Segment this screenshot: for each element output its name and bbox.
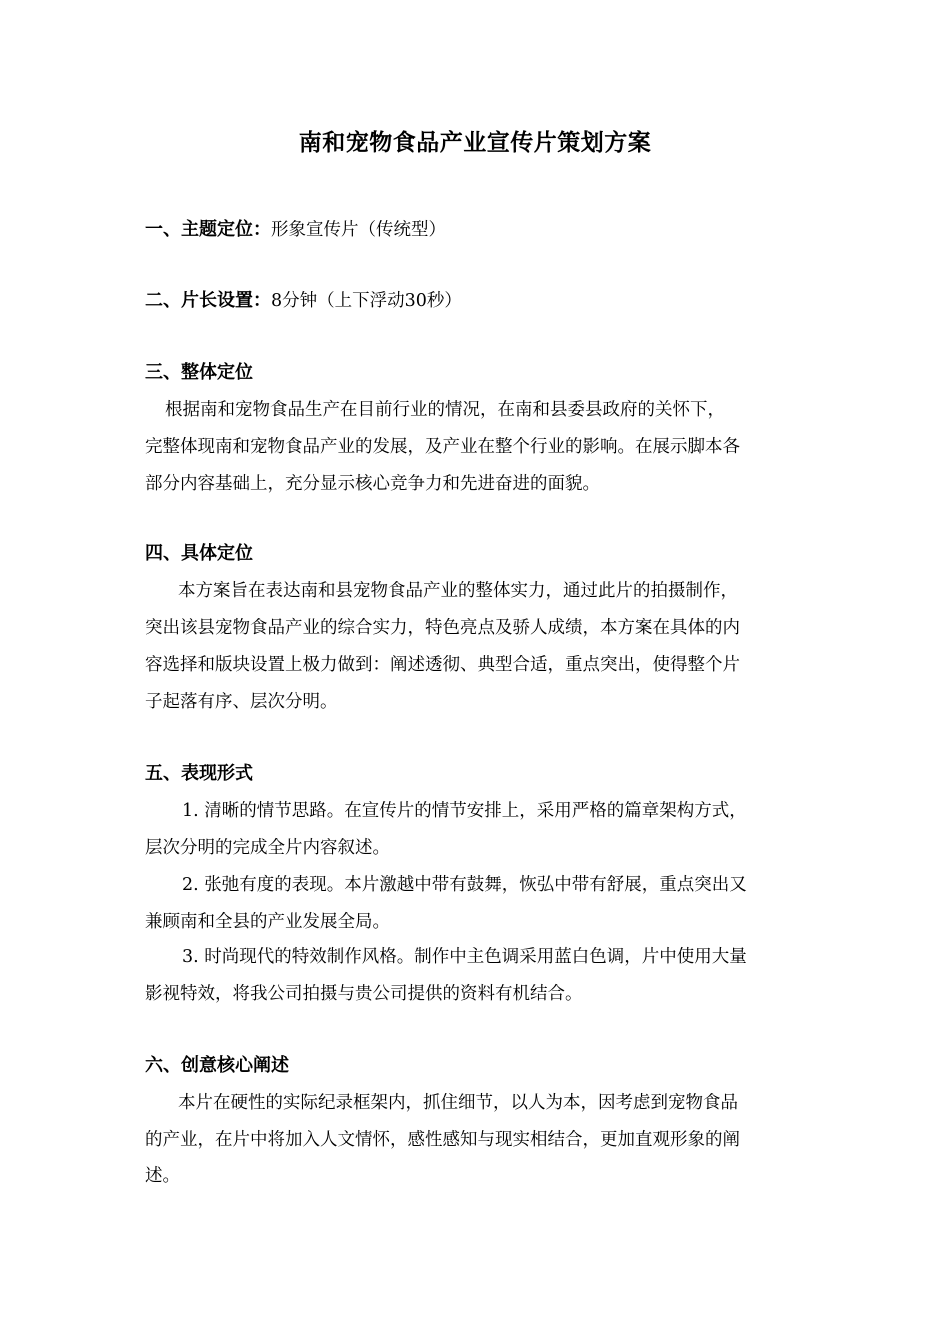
- section-heading: 五、表现形式: [145, 763, 253, 784]
- paragraph-line: 的产业，在片中将加入人文情怀，感性感知与现实相结合，更加直观形象的阐: [145, 1130, 740, 1150]
- list-item-line: 2. 张弛有度的表现。本片激越中带有鼓舞，恢弘中带有舒展，重点突出又: [182, 875, 747, 895]
- paragraph-line: 部分内容基础上，充分显示核心竞争力和先进奋进的面貌。: [145, 474, 600, 494]
- list-item-line: 层次分明的完成全片内容叙述。: [145, 838, 390, 858]
- section-heading: 二、片长设置：: [145, 290, 271, 311]
- paragraph-line: 根据南和宠物食品生产在目前行业的情况，在南和县委县政府的关怀下，: [165, 400, 725, 420]
- list-item-line: 1. 清晰的情节思路。在宣传片的情节安排上，采用严格的篇章架构方式，: [182, 801, 747, 821]
- paragraph-line: 子起落有序、层次分明。: [145, 692, 338, 712]
- document-title: 南和宠物食品产业宣传片策划方案: [298, 130, 652, 156]
- paragraph-line: 本片在硬性的实际纪录框架内，抓住细节，以人为本，因考虑到宠物食品: [178, 1093, 738, 1113]
- section-theme: [145, 218, 810, 242]
- paragraph-line: 完整体现南和宠物食品产业的发展，及产业在整个行业的影响。在展示脚本各: [145, 437, 740, 457]
- section-duration: [145, 289, 810, 313]
- paragraph-line: 本方案旨在表达南和县宠物食品产业的整体实力，通过此片的拍摄制作，: [178, 581, 738, 601]
- section-heading: 四、具体定位: [145, 543, 253, 564]
- list-item-line: 兼顾南和全县的产业发展全局。: [145, 912, 390, 932]
- paragraph-line: 容选择和版块设置上极力做到：阐述透彻、典型合适，重点突出，使得整个片: [145, 655, 740, 675]
- section-inline-text: 8分钟（上下浮动30秒）: [271, 291, 462, 311]
- section-heading: 一、主题定位：: [145, 219, 271, 240]
- paragraph-line: 突出该县宠物食品产业的综合实力，特色亮点及骄人成绩，本方案在具体的内: [145, 618, 740, 638]
- section-heading: 三、整体定位: [145, 362, 253, 383]
- list-item-line: 影视特效，将我公司拍摄与贵公司提供的资料有机结合。: [145, 984, 583, 1004]
- paragraph-line: 述。: [145, 1166, 180, 1186]
- section-inline-text: 形象宣传片（传统型）: [271, 220, 446, 240]
- list-item-line: 3. 时尚现代的特效制作风格。制作中主色调采用蓝白色调，片中使用大量: [182, 947, 747, 967]
- section-heading: 六、创意核心阐述: [145, 1055, 289, 1076]
